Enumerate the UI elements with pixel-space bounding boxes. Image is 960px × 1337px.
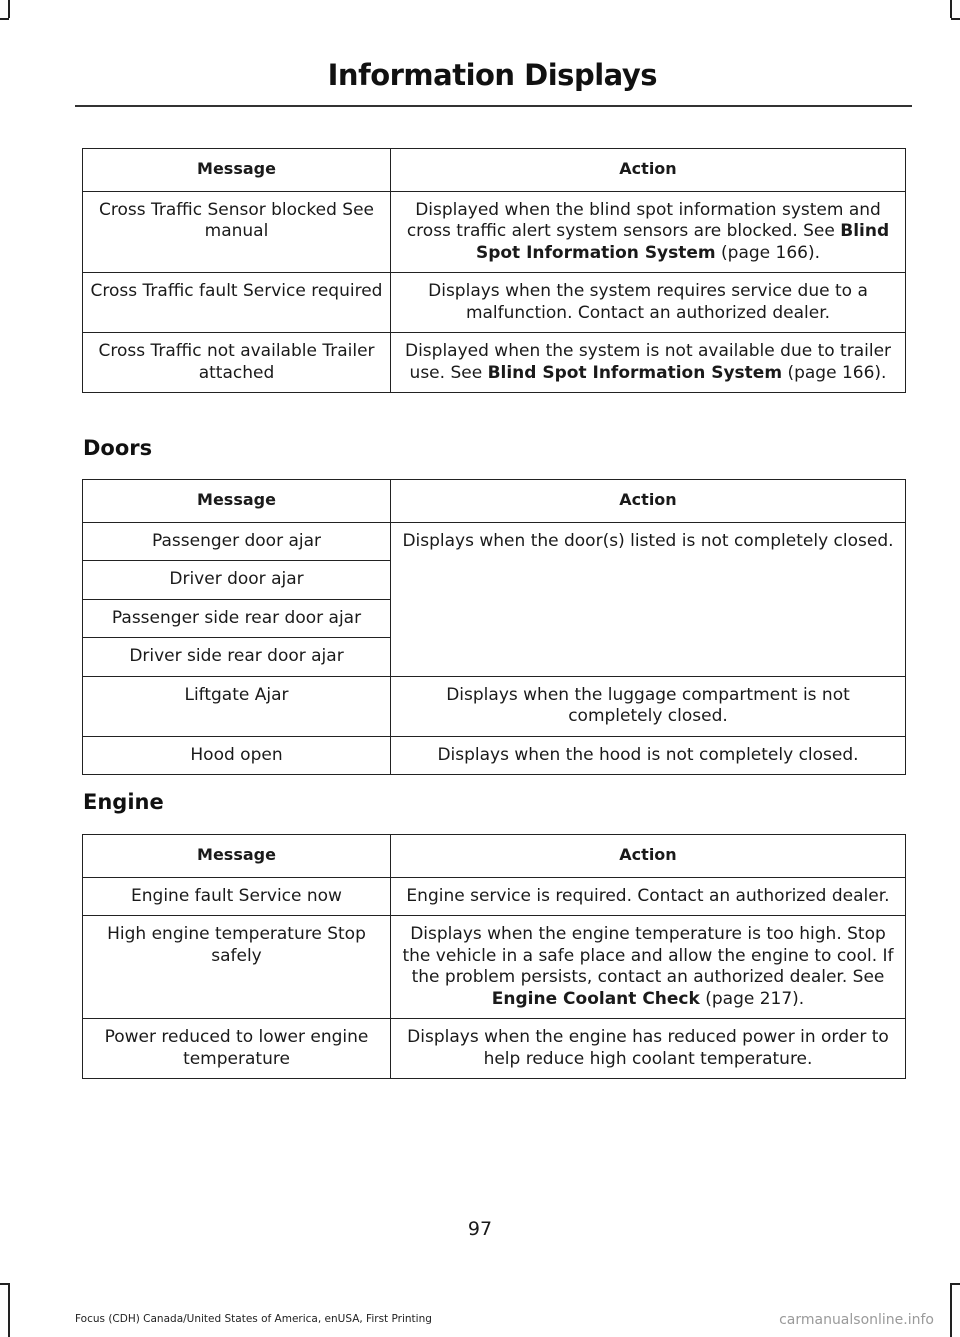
table-row [83, 522, 906, 561]
message-cell: Driver side rear door ajar [83, 638, 391, 677]
message-cell: Power reduced to lower engine temperature [83, 1019, 391, 1079]
action-text: Displays when the engine temperature is too high. Stop the vehicle in a safe place and allow the engine to cool. If the problem persists, contact an authorized dealer. See [402, 924, 894, 987]
action-cell: Engine service is required. Contact an authorized dealer. [391, 877, 906, 916]
edition-footer: Focus (CDH) Canada/United States of America, enUSA, First Printing [75, 1313, 432, 1325]
page-reference: (page 166). [715, 242, 821, 263]
section-heading-doors: Doors [83, 436, 153, 460]
message-cell: Engine fault Service now [83, 877, 391, 916]
action-cell [391, 191, 906, 273]
page-title: Information Displays [327, 58, 657, 92]
column-header-message: Message [83, 149, 391, 192]
action-cell: Displays when the system requires service due to a malfunction. Contact an authorized dealer. [391, 273, 906, 333]
crop-mark [0, 18, 9, 20]
column-header-action: Action [391, 835, 906, 878]
action-text: Displayed when the blind spot information system and cross traffic alert system sensors are blocked. See [406, 199, 881, 241]
column-header-action: Action [391, 480, 906, 523]
page-reference: (page 166). [782, 362, 887, 383]
action-cell: Displays when the engine has reduced power in order to help reduce high coolant temperature. [391, 1019, 906, 1079]
table-row [83, 333, 906, 393]
crop-mark [950, 1283, 952, 1337]
table-row [83, 273, 906, 333]
crop-mark [950, 0, 952, 18]
action-cell: Displays when the door(s) listed is not completely closed. [391, 522, 906, 676]
doors-table [82, 479, 906, 775]
page-reference: (page 217). [699, 988, 805, 1009]
message-cell: Passenger door ajar [83, 522, 391, 561]
action-cell [391, 916, 906, 1019]
cross-reference-link[interactable]: Blind Spot Information System [475, 221, 890, 263]
action-cell: Displays when the luggage compartment is not completely closed. [391, 676, 906, 736]
engine-table [82, 834, 906, 1079]
crop-mark [951, 18, 960, 20]
message-cell: Cross Traffic not available Trailer attached [83, 333, 391, 393]
message-cell: Driver door ajar [83, 561, 391, 600]
table-row [83, 736, 906, 775]
table-header-row [83, 149, 906, 192]
column-header-message: Message [83, 480, 391, 523]
table-row [83, 676, 906, 736]
message-cell: Passenger side rear door ajar [83, 599, 391, 638]
action-cell [391, 333, 906, 393]
crop-mark [951, 1283, 960, 1285]
watermark: carmanualsonline.info [779, 1312, 934, 1328]
action-cell: Displays when the hood is not completely closed. [391, 736, 906, 775]
table-row [83, 1019, 906, 1079]
message-cell: Cross Traffic Sensor blocked See manual [83, 191, 391, 273]
title-divider [75, 105, 912, 107]
table-header-row [83, 480, 906, 523]
table-row [83, 877, 906, 916]
table-row [83, 191, 906, 273]
column-header-message: Message [83, 835, 391, 878]
column-header-action: Action [391, 149, 906, 192]
table-header-row [83, 835, 906, 878]
crop-mark [0, 1283, 9, 1285]
message-cell: High engine temperature Stop safely [83, 916, 391, 1019]
message-cell: Cross Traffic fault Service required [83, 273, 391, 333]
cross-traffic-table [82, 148, 906, 393]
crop-mark [8, 0, 10, 18]
message-cell: Hood open [83, 736, 391, 775]
cross-reference-link[interactable]: Engine Coolant Check [491, 988, 700, 1009]
section-heading-engine: Engine [83, 790, 164, 814]
table-row [83, 916, 906, 1019]
page-number: 97 [467, 1218, 493, 1240]
cross-reference-link[interactable]: Blind Spot Information System [487, 362, 783, 383]
message-cell: Liftgate Ajar [83, 676, 391, 736]
action-text: Displayed when the system is not available due to trailer use. See [404, 341, 892, 383]
crop-mark [8, 1283, 10, 1337]
